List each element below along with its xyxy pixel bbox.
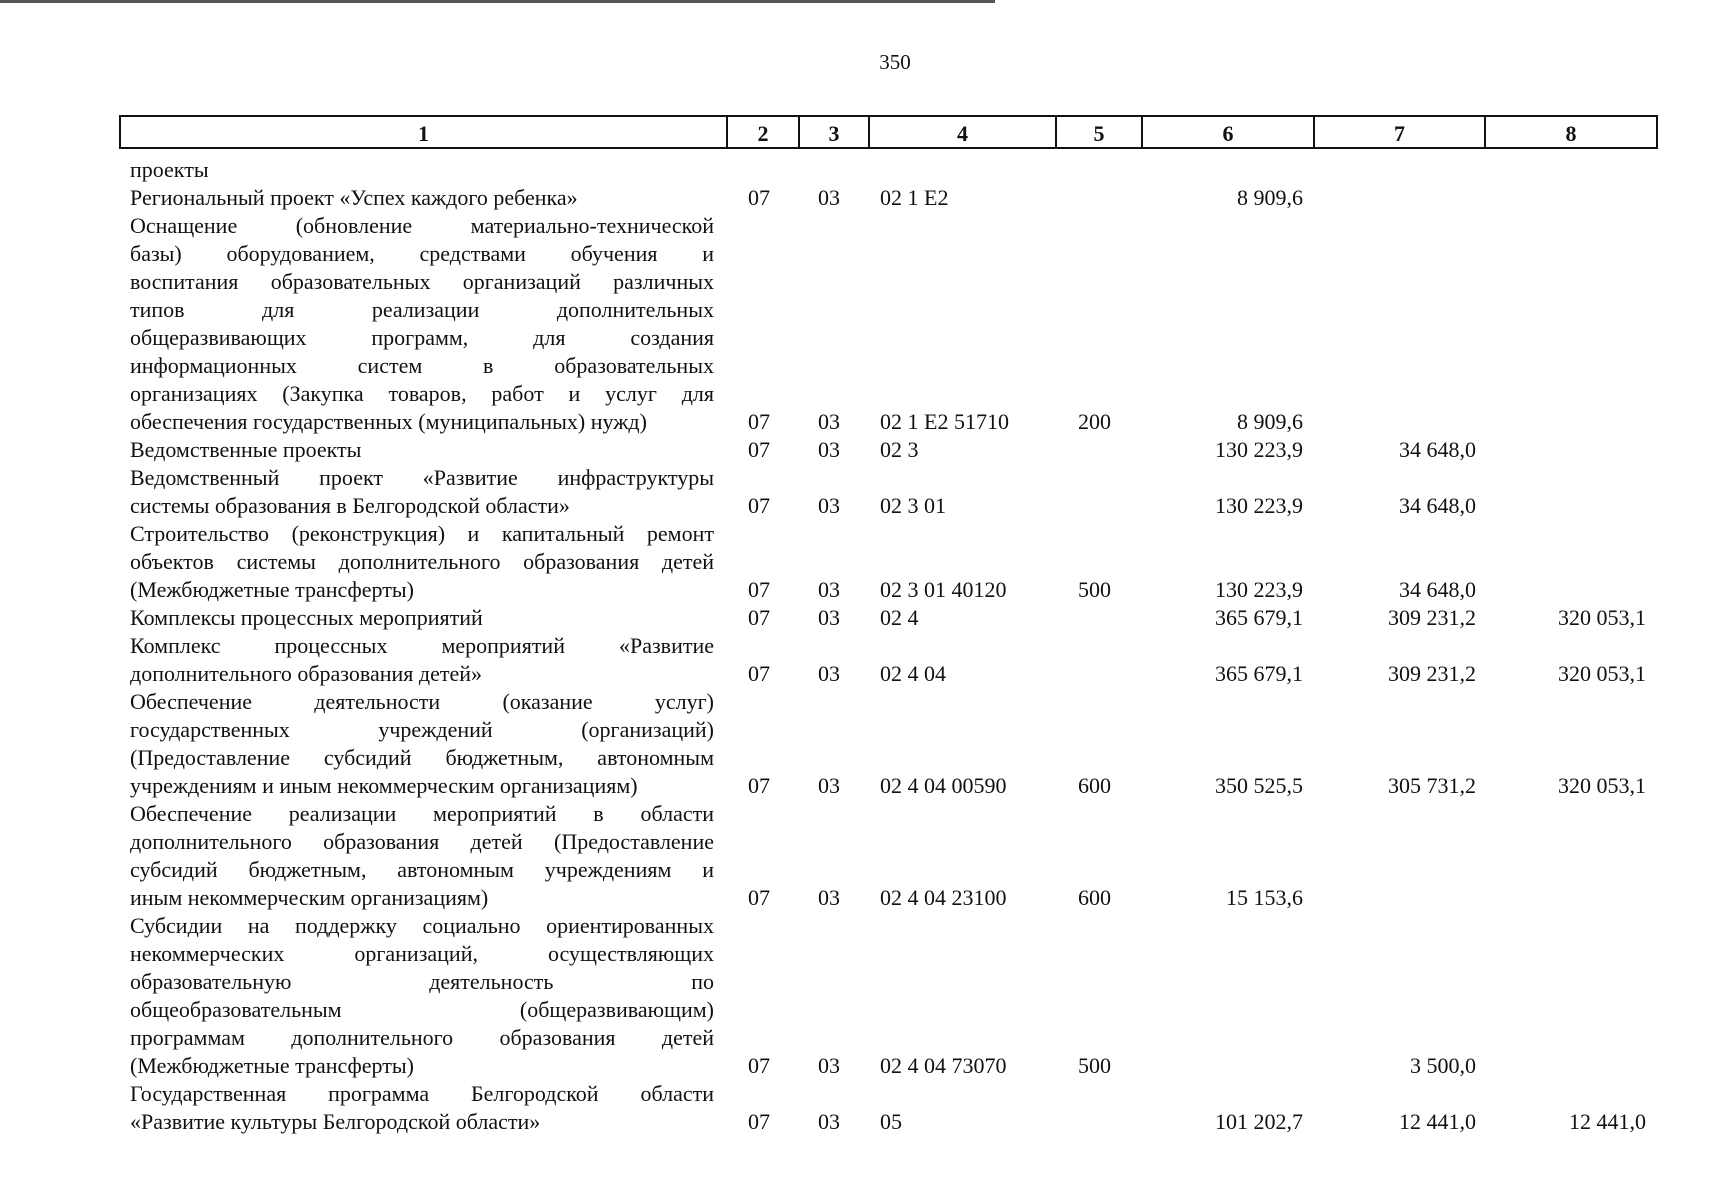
cell-col-6: 15 153,6: [1226, 885, 1303, 910]
cell-col-7: 34 648,0: [1399, 437, 1476, 462]
cell-col-5: 600: [1078, 773, 1111, 798]
cell-col-5: 600: [1078, 885, 1111, 910]
cell-col-3: 03: [818, 885, 840, 910]
row-description: [130, 632, 714, 688]
table-row: [0, 632, 1714, 688]
header-col-4: 4: [870, 117, 1057, 147]
cell-col-7: 305 731,2: [1388, 773, 1476, 798]
cell-col-2: 07: [748, 1109, 770, 1134]
row-description: [130, 604, 714, 632]
description-line: программам дополнительного образования детей: [130, 1025, 714, 1050]
cell-col-8: 12 441,0: [1569, 1109, 1646, 1134]
description-line: образовательную деятельность по: [130, 969, 714, 994]
description-line: общеобразовательным (общеразвивающим): [130, 997, 714, 1022]
header-col-2: 2: [728, 117, 800, 147]
description-line: (Межбюджетные трансферты): [130, 577, 414, 602]
description-line: обеспечения государственных (муниципальных) нужд): [130, 409, 647, 434]
cell-col-7: 309 231,2: [1388, 605, 1476, 630]
cell-col-7: 34 648,0: [1399, 577, 1476, 602]
table-row: [0, 156, 1714, 184]
page-number: 350: [879, 50, 911, 74]
cell-col-4: 02 1 Е2 51710: [880, 409, 1009, 434]
cell-col-4: 02 3: [880, 437, 919, 462]
cell-col-2: 07: [748, 185, 770, 210]
cell-col-2: 07: [748, 493, 770, 518]
description-line: Ведомственные проекты: [130, 437, 362, 462]
cell-col-5: 500: [1078, 1053, 1111, 1078]
cell-col-3: 03: [818, 185, 840, 210]
header-col-6: 6: [1143, 117, 1315, 147]
row-description: [130, 436, 714, 464]
description-line: учреждениям и иным некоммерческим организациям): [130, 773, 638, 798]
cell-col-7: 3 500,0: [1410, 1053, 1476, 1078]
cell-col-4: 02 4 04 73070: [880, 1053, 1007, 1078]
cell-col-3: 03: [818, 1053, 840, 1078]
cell-col-3: 03: [818, 577, 840, 602]
cell-col-4: 02 4 04 23100: [880, 885, 1007, 910]
description-line: Региональный проект «Успех каждого ребенка»: [130, 185, 578, 210]
cell-col-2: 07: [748, 773, 770, 798]
scan-edge: [0, 0, 995, 3]
description-line: (Межбюджетные трансферты): [130, 1053, 414, 1078]
cell-col-4: 02 3 01: [880, 493, 946, 518]
cell-col-3: 03: [818, 409, 840, 434]
cell-col-6: 8 909,6: [1237, 409, 1303, 434]
description-line: организациях (Закупка товаров, работ и услуг для: [130, 381, 714, 406]
cell-col-6: 365 679,1: [1215, 661, 1303, 686]
table-row: [0, 604, 1714, 632]
cell-col-6: 350 525,5: [1215, 773, 1303, 798]
cell-col-3: 03: [818, 605, 840, 630]
header-col-3: 3: [800, 117, 870, 147]
row-description: [130, 184, 714, 212]
description-line: Оснащение (обновление материально-технической: [130, 213, 714, 238]
row-description: [130, 156, 714, 184]
cell-col-8: 320 053,1: [1558, 773, 1646, 798]
table-row: [0, 520, 1714, 604]
table-row: [0, 800, 1714, 912]
cell-col-8: 320 053,1: [1558, 605, 1646, 630]
table-row: [0, 912, 1714, 1080]
cell-col-6: 130 223,9: [1215, 577, 1303, 602]
cell-col-7: 309 231,2: [1388, 661, 1476, 686]
cell-col-2: 07: [748, 409, 770, 434]
cell-col-4: 02 1 Е2: [880, 185, 949, 210]
cell-col-3: 03: [818, 437, 840, 462]
description-line: Обеспечение реализации мероприятий в области: [130, 801, 714, 826]
description-line: общеразвивающих программ, для создания: [130, 325, 714, 350]
header-col-1: 1: [121, 117, 728, 147]
table-row: [0, 436, 1714, 464]
cell-col-5: 200: [1078, 409, 1111, 434]
cell-col-4: 02 4: [880, 605, 919, 630]
cell-col-3: 03: [818, 773, 840, 798]
cell-col-3: 03: [818, 1109, 840, 1134]
table-row: [0, 1080, 1714, 1136]
cell-col-4: 02 3 01 40120: [880, 577, 1007, 602]
description-line: типов для реализации дополнительных: [130, 297, 714, 322]
cell-col-6: 130 223,9: [1215, 437, 1303, 462]
description-line: Обеспечение деятельности (оказание услуг): [130, 689, 714, 714]
row-description: [130, 212, 714, 436]
description-line: дополнительного образования детей»: [130, 661, 482, 686]
description-line: Строительство (реконструкция) и капитальный ремонт: [130, 521, 714, 546]
header-col-8: 8: [1565, 121, 1577, 146]
description-line: Государственная программа Белгородской области: [130, 1081, 714, 1106]
cell-col-2: 07: [748, 577, 770, 602]
row-description: [130, 912, 714, 1080]
table-row: [0, 688, 1714, 800]
cell-col-5: 500: [1078, 577, 1111, 602]
description-line: государственных учреждений (организаций): [130, 717, 714, 742]
row-description: [130, 800, 714, 912]
cell-col-6: 365 679,1: [1215, 605, 1303, 630]
description-line: (Предоставление субсидий бюджетным, автономным: [130, 745, 714, 770]
description-line: объектов системы дополнительного образования детей: [130, 549, 714, 574]
description-line: воспитания образовательных организаций различных: [130, 269, 714, 294]
row-description: [130, 1080, 714, 1136]
cell-col-2: 07: [748, 605, 770, 630]
cell-col-3: 03: [818, 493, 840, 518]
table-header: [119, 115, 1658, 149]
cell-col-7: 34 648,0: [1399, 493, 1476, 518]
cell-col-2: 07: [748, 437, 770, 462]
cell-col-8: 320 053,1: [1558, 661, 1646, 686]
header-col-7: 7: [1315, 117, 1486, 147]
table-row: [0, 464, 1714, 520]
description-line: информационных систем в образовательных: [130, 353, 714, 378]
cell-col-4: 02 4 04: [880, 661, 946, 686]
description-line: дополнительного образования детей (Предоставление: [130, 829, 714, 854]
row-description: [130, 688, 714, 800]
description-line: проекты: [130, 157, 209, 182]
cell-col-6: 8 909,6: [1237, 185, 1303, 210]
cell-col-2: 07: [748, 885, 770, 910]
description-line: Комплексы процессных мероприятий: [130, 605, 483, 630]
row-description: [130, 520, 714, 604]
cell-col-6: 130 223,9: [1215, 493, 1303, 518]
cell-col-3: 03: [818, 661, 840, 686]
description-line: Субсидии на поддержку социально ориентированных: [130, 913, 714, 938]
cell-col-4: 02 4 04 00590: [880, 773, 1007, 798]
description-line: некоммерческих организаций, осуществляющих: [130, 941, 714, 966]
row-description: [130, 464, 714, 520]
description-line: субсидий бюджетным, автономным учреждениям и: [130, 857, 714, 882]
description-line: Ведомственный проект «Развитие инфраструктуры: [130, 465, 714, 490]
description-line: системы образования в Белгородской области»: [130, 493, 570, 518]
description-line: Комплекс процессных мероприятий «Развитие: [130, 633, 714, 658]
header-col-5: 5: [1057, 117, 1143, 147]
cell-col-4: 05: [880, 1109, 902, 1134]
table-row: [0, 184, 1714, 212]
description-line: базы) оборудованием, средствами обучения и: [130, 241, 714, 266]
cell-col-2: 07: [748, 1053, 770, 1078]
description-line: иным некоммерческим организациям): [130, 885, 489, 910]
cell-col-2: 07: [748, 661, 770, 686]
table-row: [0, 212, 1714, 436]
cell-col-7: 12 441,0: [1399, 1109, 1476, 1134]
cell-col-6: 101 202,7: [1215, 1109, 1303, 1134]
description-line: «Развитие культуры Белгородской области»: [130, 1109, 541, 1134]
